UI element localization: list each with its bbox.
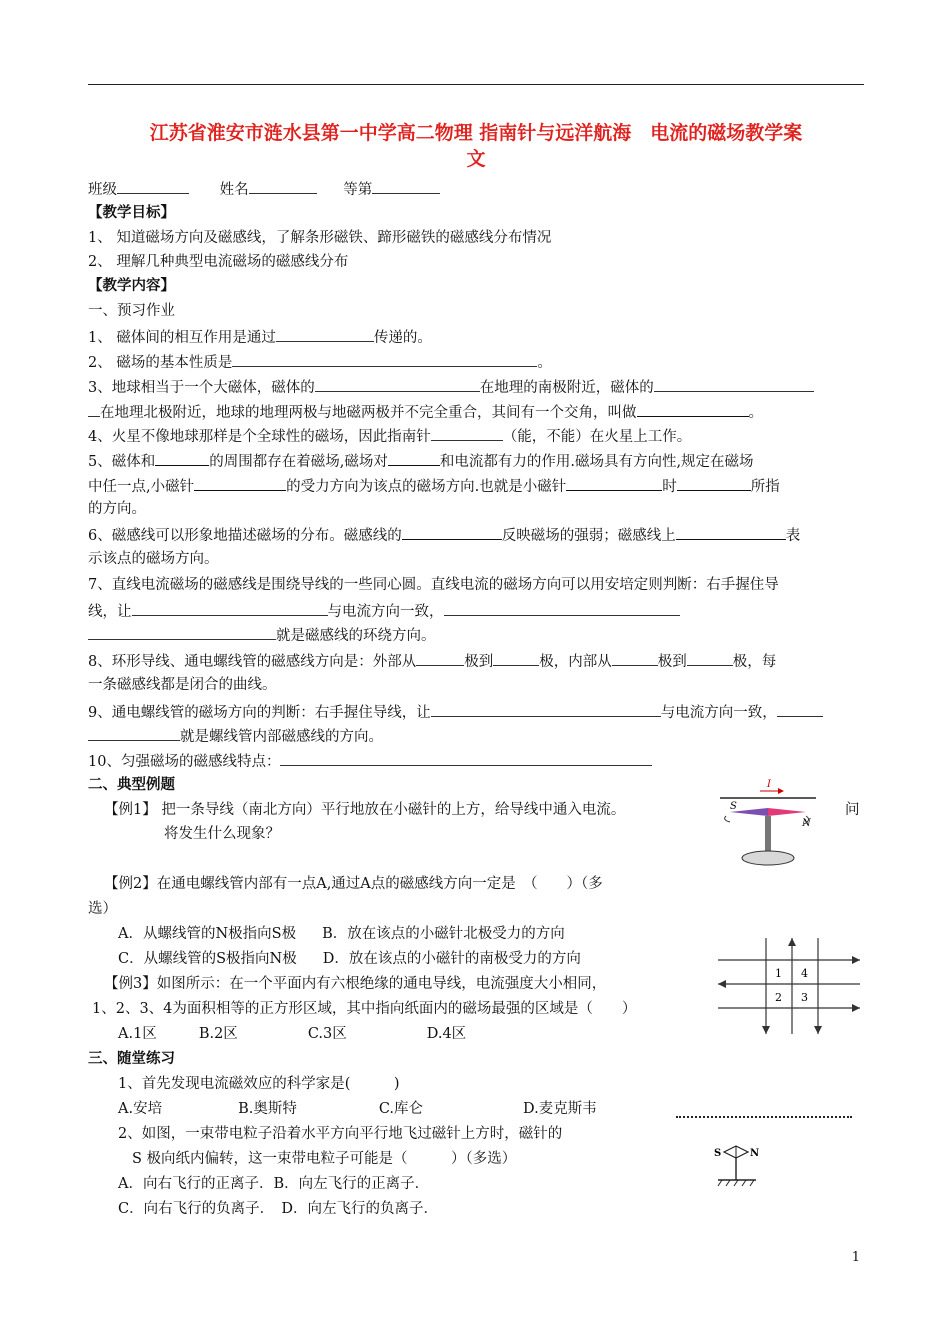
option-b: B.2区 (198, 1026, 238, 1042)
blank[interactable] (155, 450, 209, 466)
question-4: 4、火星不像地球那样是个全球性的磁场，因此指南针 （能，不能）在火星上工作。 (88, 425, 691, 447)
goal-1: 1、 知道磁场方向及磁感线，了解条形磁铁、蹄形磁铁的磁感线分布情况 (88, 230, 552, 246)
blank[interactable] (612, 650, 658, 666)
question-3: 3、地球相当于一个大磁体，磁体的 在地理的南极附近，磁体的 (88, 376, 814, 398)
blank[interactable] (88, 624, 276, 640)
svg-text:3: 3 (801, 991, 808, 1004)
question-3-cont: 在地理北极附近，地球的地理两极与地磁两极并不完全重合，其间有一个交角，叫做 。 (88, 401, 763, 423)
blank[interactable] (194, 475, 286, 491)
blank[interactable] (444, 600, 680, 616)
blank[interactable] (637, 401, 749, 417)
name-label: 姓名 (219, 182, 249, 198)
example-2-wrap: 选） (88, 901, 117, 917)
section-content: 【教学内容】 (88, 277, 175, 294)
blank[interactable] (315, 376, 480, 392)
goal-2: 2、 理解几种典型电流磁场的磁感线分布 (88, 254, 349, 270)
question-5: 5、磁体和 的周围都存在着磁场,磁场对 和电流都有力的作用.磁场具有方向性,规定在磁场 (88, 450, 754, 472)
name-field[interactable] (249, 178, 317, 194)
example-1-end: 将发生什么现象？ (164, 826, 280, 842)
practice-2-options-cd: C．向右飞行的负离子． D．向左飞行的负离子． (118, 1201, 438, 1217)
question-6-end: 示该点的磁场方向。 (88, 551, 219, 567)
practice-2: 2、如图，一束带电粒子沿着水平方向平行地飞过磁针上方时，磁针的 (118, 1126, 563, 1142)
blank[interactable] (777, 701, 823, 717)
blank[interactable] (431, 701, 661, 717)
blank[interactable] (402, 524, 502, 540)
blank[interactable] (431, 425, 503, 441)
option-c: C.3区 (307, 1026, 347, 1042)
section-goals: 【教学目标】 (88, 204, 175, 221)
option-b: B.奥斯特 (238, 1101, 297, 1117)
blank[interactable] (280, 750, 652, 766)
example-3: 【例3】如图所示：在一个平面内有六根绝缘的通电导线，电流强度大小相同， (104, 976, 607, 992)
title-line-1: 江苏省淮安市涟水县第一中学高二物理 指南针与远洋航海 电流的磁场教学案 (149, 122, 803, 144)
compass-wire-figure (712, 776, 824, 868)
example-2-options-ab (118, 924, 565, 944)
question-7-end: 就是磁感线的环绕方向。 (88, 624, 436, 646)
svg-text:N: N (802, 818, 811, 829)
option-a: A．从螺线管的N极指向S极 (118, 926, 297, 942)
question-5-cont: 中任一点,小磁针 的受力方向为该点的磁场方向.也就是小磁针 时 所指 (88, 475, 780, 497)
class-label: 班级 (88, 182, 117, 198)
practice-2-wrap: S 极向纸内偏转，这一束带电粒子可能是（ ）（多选） (132, 1151, 517, 1167)
example-3-wrap: 1、2、3、4为面积相等的正方形区域，其中指向纸面内的磁场最强的区域是（ ） (92, 1001, 637, 1017)
svg-text:2: 2 (775, 991, 782, 1004)
question-7-cont: 线，让 与电流方向一致， (88, 600, 680, 622)
option-c: C.库仑 (378, 1101, 424, 1117)
blank[interactable] (388, 450, 440, 466)
example-1-wrap: 问 (845, 802, 860, 818)
option-c: C．从螺线管的S极指向N极 (118, 951, 297, 967)
blank[interactable] (232, 351, 537, 367)
question-9: 9、通电螺线管的磁场方向的判断：右手握住导线，让 与电流方向一致， (88, 701, 823, 723)
wire-grid-figure (716, 936, 862, 1036)
option-d: D.4区 (426, 1026, 467, 1042)
blank[interactable] (132, 600, 328, 616)
class-field[interactable] (117, 178, 189, 194)
example-2: 【例2】在通电螺线管内部有一点A,通过A点的磁感线方向一定是 （ ）（多 (104, 876, 603, 892)
question-8: 8、环形导线、通电螺线管的磁感线方向是：外部从 极到 极，内部从 极到 极，每 (88, 650, 776, 672)
blank[interactable] (88, 401, 100, 417)
section-practice: 三、随堂练习 (88, 1050, 175, 1067)
svg-text:S: S (714, 1148, 722, 1159)
option-d: D.麦克斯韦 (523, 1101, 597, 1117)
blank[interactable] (676, 524, 786, 540)
question-9-end: 就是螺线管内部磁感线的方向。 (88, 725, 383, 747)
practice-2-options-ab: A．向右飞行的正离子．B．向左飞行的正离子． (118, 1176, 430, 1192)
blank[interactable] (416, 650, 464, 666)
question-7: 7、直线电流磁场的磁感线是围绕导线的一些同心圆。直线电流的磁场方向可以用安培定则判断：右手握住导 (88, 577, 779, 593)
student-info (88, 178, 440, 200)
section-preview: 一、预习作业 (88, 303, 175, 319)
blank[interactable] (677, 475, 751, 491)
example-2-options-cd (118, 949, 581, 969)
question-8-end: 一条磁感线都是闭合的曲线。 (88, 677, 277, 693)
current-label: I (767, 779, 771, 790)
needle-n (768, 808, 806, 816)
example-1: 【例1】 把一条导线（南北方向）平行地放在小磁针的上方，给导线中通入电流。 (104, 802, 626, 818)
section-examples: 二、典型例题 (88, 776, 175, 793)
particle-beam-line (676, 1116, 852, 1118)
page-title (88, 120, 864, 172)
svg-text:S: S (730, 801, 737, 812)
question-5-end: 的方向。 (88, 501, 146, 517)
question-10: 10、匀强磁场的磁感线特点： (88, 750, 652, 772)
title-line-2: 文 (466, 148, 486, 170)
blank[interactable] (687, 650, 733, 666)
option-a: A.1区 (118, 1026, 157, 1042)
practice-1-options (118, 1099, 597, 1119)
svg-text:N: N (750, 1148, 760, 1159)
blank[interactable] (566, 475, 662, 491)
question-6: 6、磁感线可以形象地描述磁场的分布。磁感线的 反映磁场的强弱；磁感线上 表 (88, 524, 800, 546)
question-2: 2、 磁场的基本性质是 。 (88, 351, 552, 373)
question-1: 1、 磁体间的相互作用是通过 传递的。 (88, 326, 432, 348)
svg-text:1: 1 (775, 967, 782, 980)
blank[interactable] (88, 725, 180, 741)
blank[interactable] (493, 650, 539, 666)
example-3-options (118, 1024, 466, 1044)
grade-label: 等第 (343, 182, 373, 198)
option-a: A.安培 (118, 1101, 163, 1117)
needle-figure (710, 1140, 770, 1192)
blank[interactable] (654, 376, 814, 392)
svg-text:4: 4 (801, 967, 808, 980)
practice-1: 1、首先发现电流磁效应的科学家是( ) (118, 1076, 400, 1092)
option-d: D．放在该点的小磁针的南极受力的方向 (322, 951, 581, 967)
blank[interactable] (276, 326, 374, 342)
header-rule (88, 84, 864, 85)
option-b: B．放在该点的小磁针北极受力的方向 (322, 926, 565, 942)
page-number: 1 (851, 1250, 860, 1265)
grade-field[interactable] (372, 178, 440, 194)
